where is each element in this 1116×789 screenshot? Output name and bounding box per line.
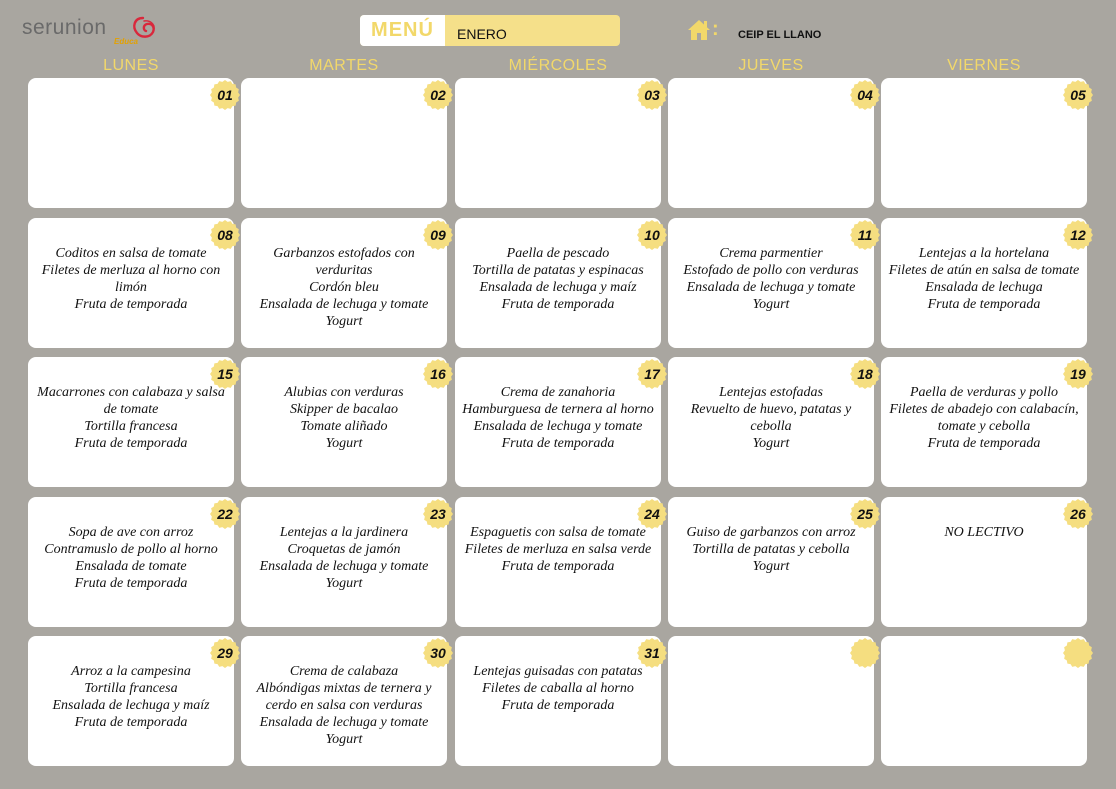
day-number: 26 <box>1070 506 1086 522</box>
day-cell <box>455 218 661 348</box>
dish-item: Ensalada de tomate <box>75 559 187 574</box>
dish-item: Cordón bleu <box>309 280 379 295</box>
day-cell <box>455 497 661 627</box>
weekday-3: JUEVES <box>738 57 804 74</box>
dish-item: Revuelto de huevo, patatas y cebolla <box>690 402 852 434</box>
dish-item: Espaguetis con salsa de tomate <box>470 525 646 540</box>
dish-item: Filetes de abadejo con calabacín, tomate y cebolla <box>889 402 1079 434</box>
dish-item: Yogurt <box>752 436 790 451</box>
day-cell <box>668 497 874 627</box>
dish-item: Coditos en salsa de tomate <box>55 246 207 261</box>
dish-list <box>459 245 657 313</box>
weekday-0: LUNES <box>103 57 159 74</box>
dish-item: Albóndigas mixtas de ternera y cerdo en salsa con verduras <box>256 681 432 713</box>
day-cell <box>881 357 1087 487</box>
dish-item: NO LECTIVO <box>944 525 1024 540</box>
day-number: 25 <box>857 506 873 522</box>
day-number: 29 <box>217 645 233 661</box>
dish-item: Filetes de merluza al horno con limón <box>41 263 221 295</box>
dish-list <box>32 245 230 313</box>
dish-item: Fruta de temporada <box>927 297 1041 312</box>
day-badge <box>1063 80 1093 110</box>
school-name: CEIP EL LLANO <box>738 29 822 41</box>
day-cell <box>455 636 661 766</box>
dish-item: Hamburguesa de ternera al horno <box>462 402 654 417</box>
dish-list <box>459 384 657 452</box>
dish-list <box>672 245 870 313</box>
dish-list <box>672 524 870 575</box>
dish-item: Fruta de temporada <box>74 715 188 730</box>
day-cell <box>668 636 874 766</box>
day-cell <box>28 636 234 766</box>
day-cell <box>28 78 234 208</box>
dish-item: Fruta de temporada <box>74 436 188 451</box>
brand-sub: Educa <box>114 37 139 46</box>
dish-item: Ensalada de lechuga y tomate <box>259 715 429 730</box>
day-number: 01 <box>217 87 233 103</box>
day-cell <box>241 78 447 208</box>
day-cell <box>881 636 1087 766</box>
dish-list <box>245 384 443 452</box>
day-cell <box>28 218 234 348</box>
day-cell <box>241 218 447 348</box>
dish-item: Lentejas a la hortelana <box>918 246 1050 261</box>
day-cell <box>455 357 661 487</box>
dish-item: Paella de verduras y pollo <box>909 385 1058 400</box>
sun-badge-icon <box>1063 638 1093 668</box>
day-cell <box>881 497 1087 627</box>
dish-item: Ensalada de lechuga y tomate <box>259 297 429 312</box>
day-number: 05 <box>1070 87 1086 103</box>
day-number: 23 <box>430 506 446 522</box>
day-number: 03 <box>644 87 660 103</box>
sun-badge-icon <box>850 638 880 668</box>
dish-item: Tomate aliñado <box>300 419 388 434</box>
day-number: 12 <box>1070 227 1086 243</box>
day-cell <box>241 357 447 487</box>
dish-item: Yogurt <box>325 314 363 329</box>
day-number: 11 <box>857 227 873 243</box>
dish-item: Lentejas estofadas <box>719 385 823 400</box>
dish-item: Tortilla francesa <box>84 419 178 434</box>
day-number: 16 <box>430 366 446 382</box>
dish-item: Macarrones con calabaza y salsa de tomate <box>37 385 225 417</box>
dish-item: Fruta de temporada <box>74 297 188 312</box>
day-number: 30 <box>430 645 446 661</box>
dish-item: Paella de pescado <box>506 246 610 261</box>
day-badge <box>850 638 880 668</box>
dish-list <box>245 663 443 748</box>
dish-item: Yogurt <box>325 576 363 591</box>
day-cell <box>881 218 1087 348</box>
brand-logo <box>22 14 162 48</box>
dish-item: Ensalada de lechuga y maíz <box>479 280 637 295</box>
dish-item: Ensalada de lechuga y tomate <box>259 559 429 574</box>
dish-item: Garbanzos estofados con verduritas <box>273 246 415 278</box>
dish-item: Crema parmentier <box>719 246 823 261</box>
day-cell <box>668 218 874 348</box>
day-cell <box>241 636 447 766</box>
dish-item: Yogurt <box>752 559 790 574</box>
dish-item: Tortilla de patatas y cebolla <box>692 542 850 557</box>
day-number: 08 <box>217 227 233 243</box>
dish-item: Yogurt <box>325 436 363 451</box>
dish-item: Croquetas de jamón <box>287 542 401 557</box>
dish-item: Fruta de temporada <box>74 576 188 591</box>
day-number: 31 <box>644 645 660 661</box>
dish-list <box>245 524 443 592</box>
menu-month: ENERO <box>457 26 507 42</box>
day-cell <box>668 78 874 208</box>
dish-list <box>32 384 230 452</box>
dish-item: Fruta de temporada <box>501 698 615 713</box>
day-badge <box>637 80 667 110</box>
day-number: 24 <box>644 506 660 522</box>
dish-list <box>672 384 870 452</box>
dish-item: Ensalada de lechuga y maíz <box>52 698 210 713</box>
dish-list <box>32 524 230 592</box>
day-number: 15 <box>217 366 233 382</box>
dish-item: Arroz a la campesina <box>71 664 191 679</box>
dish-item: Tortilla de patatas y espinacas <box>472 263 644 278</box>
dish-item: Yogurt <box>325 732 363 747</box>
dish-list <box>885 245 1083 313</box>
day-cell <box>241 497 447 627</box>
day-badge <box>210 80 240 110</box>
brand-mark-icon <box>128 15 158 43</box>
day-cell <box>28 497 234 627</box>
dish-item: Tortilla francesa <box>84 681 178 696</box>
dish-item: Filetes de caballa al horno <box>482 681 634 696</box>
dish-item: Fruta de temporada <box>927 436 1041 451</box>
brand-name: serunion <box>22 16 107 39</box>
dish-list <box>245 245 443 330</box>
dish-item: Alubias con verduras <box>284 385 404 400</box>
day-cell <box>881 78 1087 208</box>
day-badge <box>850 80 880 110</box>
day-number: 04 <box>857 87 873 103</box>
day-cell <box>668 357 874 487</box>
dish-item: Lentejas guisadas con patatas <box>473 664 643 679</box>
dish-list <box>32 663 230 731</box>
dish-item: Fruta de temporada <box>501 559 615 574</box>
day-number: 19 <box>1070 366 1086 382</box>
dish-item: Filetes de merluza en salsa verde <box>464 542 652 557</box>
dish-item: Crema de calabaza <box>289 664 399 679</box>
day-number: 17 <box>644 366 660 382</box>
dish-item: Ensalada de lechuga y tomate <box>686 280 856 295</box>
dish-item: Lentejas a la jardinera <box>279 525 409 540</box>
weekday-2: MIÉRCOLES <box>508 57 608 74</box>
day-number: 18 <box>857 366 873 382</box>
menu-label: MENÚ <box>360 15 445 46</box>
dish-item: Fruta de temporada <box>501 436 615 451</box>
dish-list <box>885 384 1083 452</box>
dish-item: Ensalada de lechuga <box>925 280 1043 295</box>
dish-item: Fruta de temporada <box>501 297 615 312</box>
menu-month-box <box>360 15 620 46</box>
dish-item: Ensalada de lechuga y tomate <box>473 419 643 434</box>
day-number: 09 <box>430 227 446 243</box>
dish-item: Yogurt <box>752 297 790 312</box>
home-colon: : <box>712 18 719 40</box>
dish-list <box>459 524 657 575</box>
dish-item: Guiso de garbanzos con arroz <box>686 525 856 540</box>
dish-list <box>459 663 657 714</box>
dish-item: Sopa de ave con arroz <box>68 525 194 540</box>
dish-item: Filetes de atún en salsa de tomate <box>888 263 1080 278</box>
day-badge <box>1063 638 1093 668</box>
day-badge <box>423 80 453 110</box>
day-number: 22 <box>217 506 233 522</box>
dish-item: Estofado de pollo con verduras <box>683 263 859 278</box>
dish-item: Contramuslo de pollo al horno <box>44 542 218 557</box>
day-number: 02 <box>430 87 446 103</box>
dish-list <box>885 524 1083 541</box>
day-cell <box>28 357 234 487</box>
weekday-1: MARTES <box>309 57 379 74</box>
weekday-4: VIERNES <box>947 57 1021 74</box>
dish-item: Crema de zanahoria <box>500 385 616 400</box>
day-cell <box>455 78 661 208</box>
home-icon <box>686 18 712 42</box>
dish-item: Skipper de bacalao <box>289 402 399 417</box>
day-number: 10 <box>644 227 660 243</box>
